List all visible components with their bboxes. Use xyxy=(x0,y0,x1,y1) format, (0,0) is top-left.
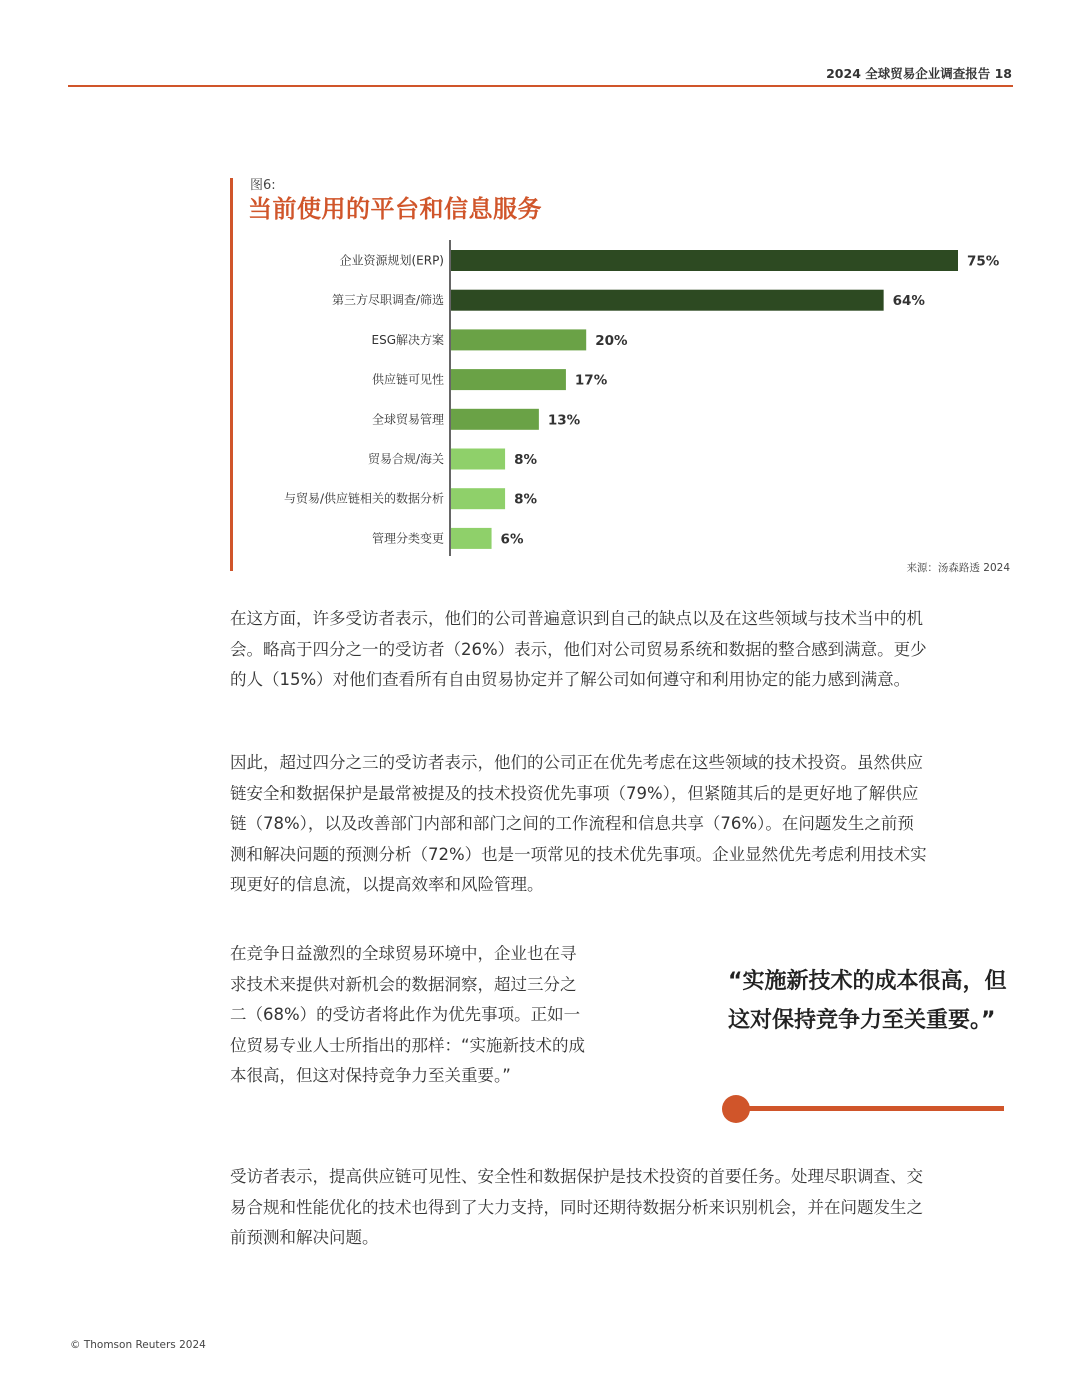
category-label: 第三方尽职调查/筛选 xyxy=(331,293,444,308)
category-label: 全球贸易管理 xyxy=(371,412,444,427)
body-paragraph-4: 受访者表示，提高供应链可见性、安全性和数据保护是技术投资的首要任务。处理尽职调查、交易合规和性能优化的技术也得到了大力支持，同时还期待数据分析来识别机会，并在问题发生之前预测和解决问题。 xyxy=(230,1167,923,1247)
value-label: 20% xyxy=(595,332,628,349)
bar xyxy=(451,369,566,390)
value-label: 13% xyxy=(547,412,581,429)
header-divider xyxy=(68,85,1013,87)
category-label: 与贸易/供应链相关的数据分析 xyxy=(283,491,444,506)
figure-title: 当前使用的平台和信息服务 xyxy=(248,195,542,223)
body-paragraph-2: 因此，超过四分之三的受访者表示，他们的公司正在优先考虑在这些领域的技术投资。虽然供应链安全和数据保护是最常被提及的技术投资优先事项（79%），但紧随其后的是更好地了解供应链（78%），以及改善部门内部和部门之间的工作流程和信息共享（76%）。在问题发生之前预测和解决问题的预测分析（72%）也是一项常见的技术优先事项。企业显然优先考虑利用技术实现更好的信息流，以提高效率和风险管理。 xyxy=(230,753,927,894)
figure-source: 来源：汤森路透 2024 xyxy=(906,562,1010,574)
bar-chart xyxy=(240,236,1020,556)
pull-quote: “实施新技术的成本很高，但这对保持竞争力至关重要。” xyxy=(728,969,1007,1033)
bar xyxy=(451,409,539,430)
category-label: 企业资源规划(ERP) xyxy=(339,253,444,268)
bar xyxy=(451,528,492,549)
figure-label: 图6: xyxy=(250,178,276,193)
body-paragraph-3: 在竞争日益激烈的全球贸易环境中，企业也在寻求技术来提供对新机会的数据洞察，超过三分之二（68%）的受访者将此作为优先事项。正如一位贸易专业人士所指出的那样：“实施新技术的成本很高，但这对保持竞争力至关重要。” xyxy=(230,944,586,1085)
page-header: 2024 全球贸易企业调查报告 18 xyxy=(826,66,1012,81)
value-label: 8% xyxy=(514,452,538,468)
footer-copyright: © Thomson Reuters 2024 xyxy=(70,1339,206,1351)
bar xyxy=(451,488,505,509)
bar xyxy=(451,250,958,271)
value-label: 6% xyxy=(500,531,524,548)
category-label: 管理分类变更 xyxy=(371,531,444,546)
category-label: ESG解决方案 xyxy=(371,332,444,347)
figure-accent-rule xyxy=(230,178,233,571)
value-label: 17% xyxy=(574,372,608,389)
pull-quote-rule xyxy=(740,1106,1004,1111)
category-label: 供应链可见性 xyxy=(371,372,444,387)
bar xyxy=(451,290,884,311)
category-label: 贸易合规/海关 xyxy=(367,452,444,466)
value-label: 64% xyxy=(892,293,925,310)
bar xyxy=(451,329,586,350)
value-label: 75% xyxy=(967,253,1000,270)
value-label: 8% xyxy=(514,491,538,508)
body-paragraph-1: 在这方面，许多受访者表示，他们的公司普遍意识到自己的缺点以及在这些领域与技术当中的机会。略高于四分之一的受访者（26%）表示，他们对公司贸易系统和数据的整合感到满意。更少的人（15%）对他们查看所有自由贸易协定并了解公司如何遵守和利用协定的能力感到满意。 xyxy=(230,609,927,689)
bar xyxy=(451,449,505,470)
